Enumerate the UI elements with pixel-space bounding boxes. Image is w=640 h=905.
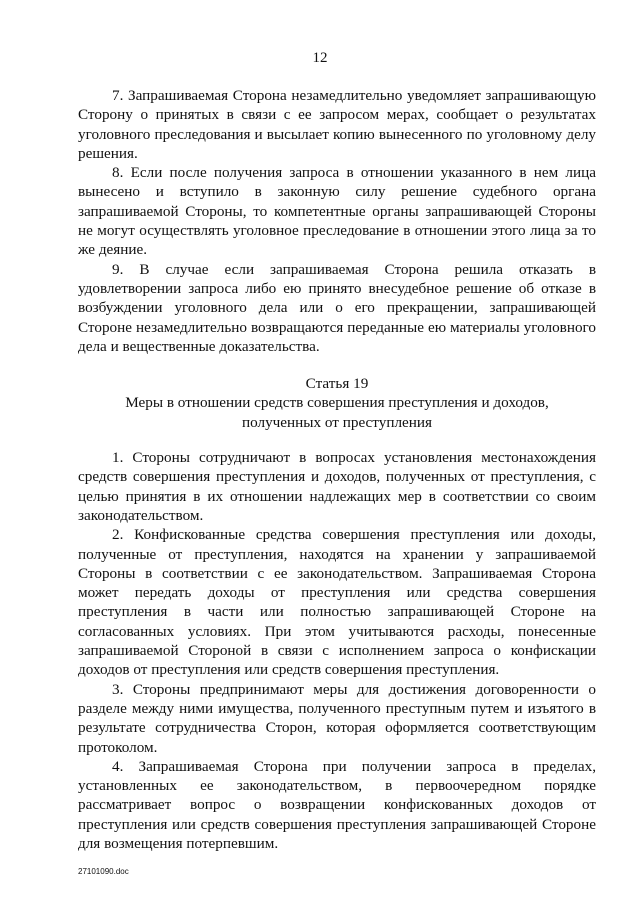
article-number: Статья 19 <box>305 375 369 393</box>
article-paragraph-3: 3. Стороны предпринимают меры для достижения договоренности о разделе между ними имущества, полученного преступным путем и изъятого в результате сотрудничества Сторон, которая оформляется соответствующим протоколом. <box>78 680 596 756</box>
paragraph-9: 9. В случае если запрашиваемая Сторона решила отказать в удовлетворении запроса либо ею принято внесудебное решение об отказе в возбуждении уголовного дела или о его прекращении, запрашивающей Стороне незамедлительно возвращаются переданные ею материалы уголовного дела и вещественные доказательства. <box>78 260 596 355</box>
paragraph-8: 8. Если после получения запроса в отношении указанного в нем лица вынесено и вступило в законную силу решение судебного органа запрашиваемой Стороны, то компетентные органы запрашивающей Стороны не могут осуществлять уголовное преследование в отношении этого лица за то же деяние. <box>78 164 596 259</box>
article-paragraph-2: 2. Конфискованные средства совершения преступления или доходы, полученные от преступления, находятся на хранении у запрашиваемой Стороны в соответствии с ее законодательством. Запрашиваемая Сторона может передать доходы от преступления или средства совершения преступления в части или полностью запрашивающей Стороне на согласованных условиях. При этом учитываются расходы, понесенные запрашиваемой Стороной в связи с исполнением запроса о конфискации доходов от преступления или средств совершения преступления. <box>78 526 596 679</box>
article-heading-line-2: полученных от преступления <box>241 413 433 431</box>
article-paragraph-1: 1. Стороны сотрудничают в вопросах установления местонахождения средств совершения преступления и доходов, полученных от преступления, с целью принятия в их отношении надлежащих мер в соответствии со своим законодательством. <box>78 449 596 524</box>
article-heading <box>78 393 596 432</box>
footer-filename: 27101090.doc <box>78 867 129 876</box>
page-number: 12 <box>312 50 328 66</box>
document-body <box>78 86 596 853</box>
article-paragraph-4: 4. Запрашиваемая Сторона при получении запроса в пределах, установленных ее законодательством, в первоочередном порядке рассматривает вопрос о возвращении конфискованных доходов от преступления или средств совершения преступления запрашивающей Стороне для возмещения потерпевшим. <box>78 757 596 852</box>
article-heading-line-1: Меры в отношении средств совершения преступления и доходов, <box>125 394 549 412</box>
paragraph-7: 7. Запрашиваемая Сторона незамедлительно уведомляет запрашивающую Сторону о принятых в связи с ее запросом мерах, сообщает о результатах уголовного преследования и высылает копию вынесенного по уголовному делу решения. <box>78 87 596 162</box>
